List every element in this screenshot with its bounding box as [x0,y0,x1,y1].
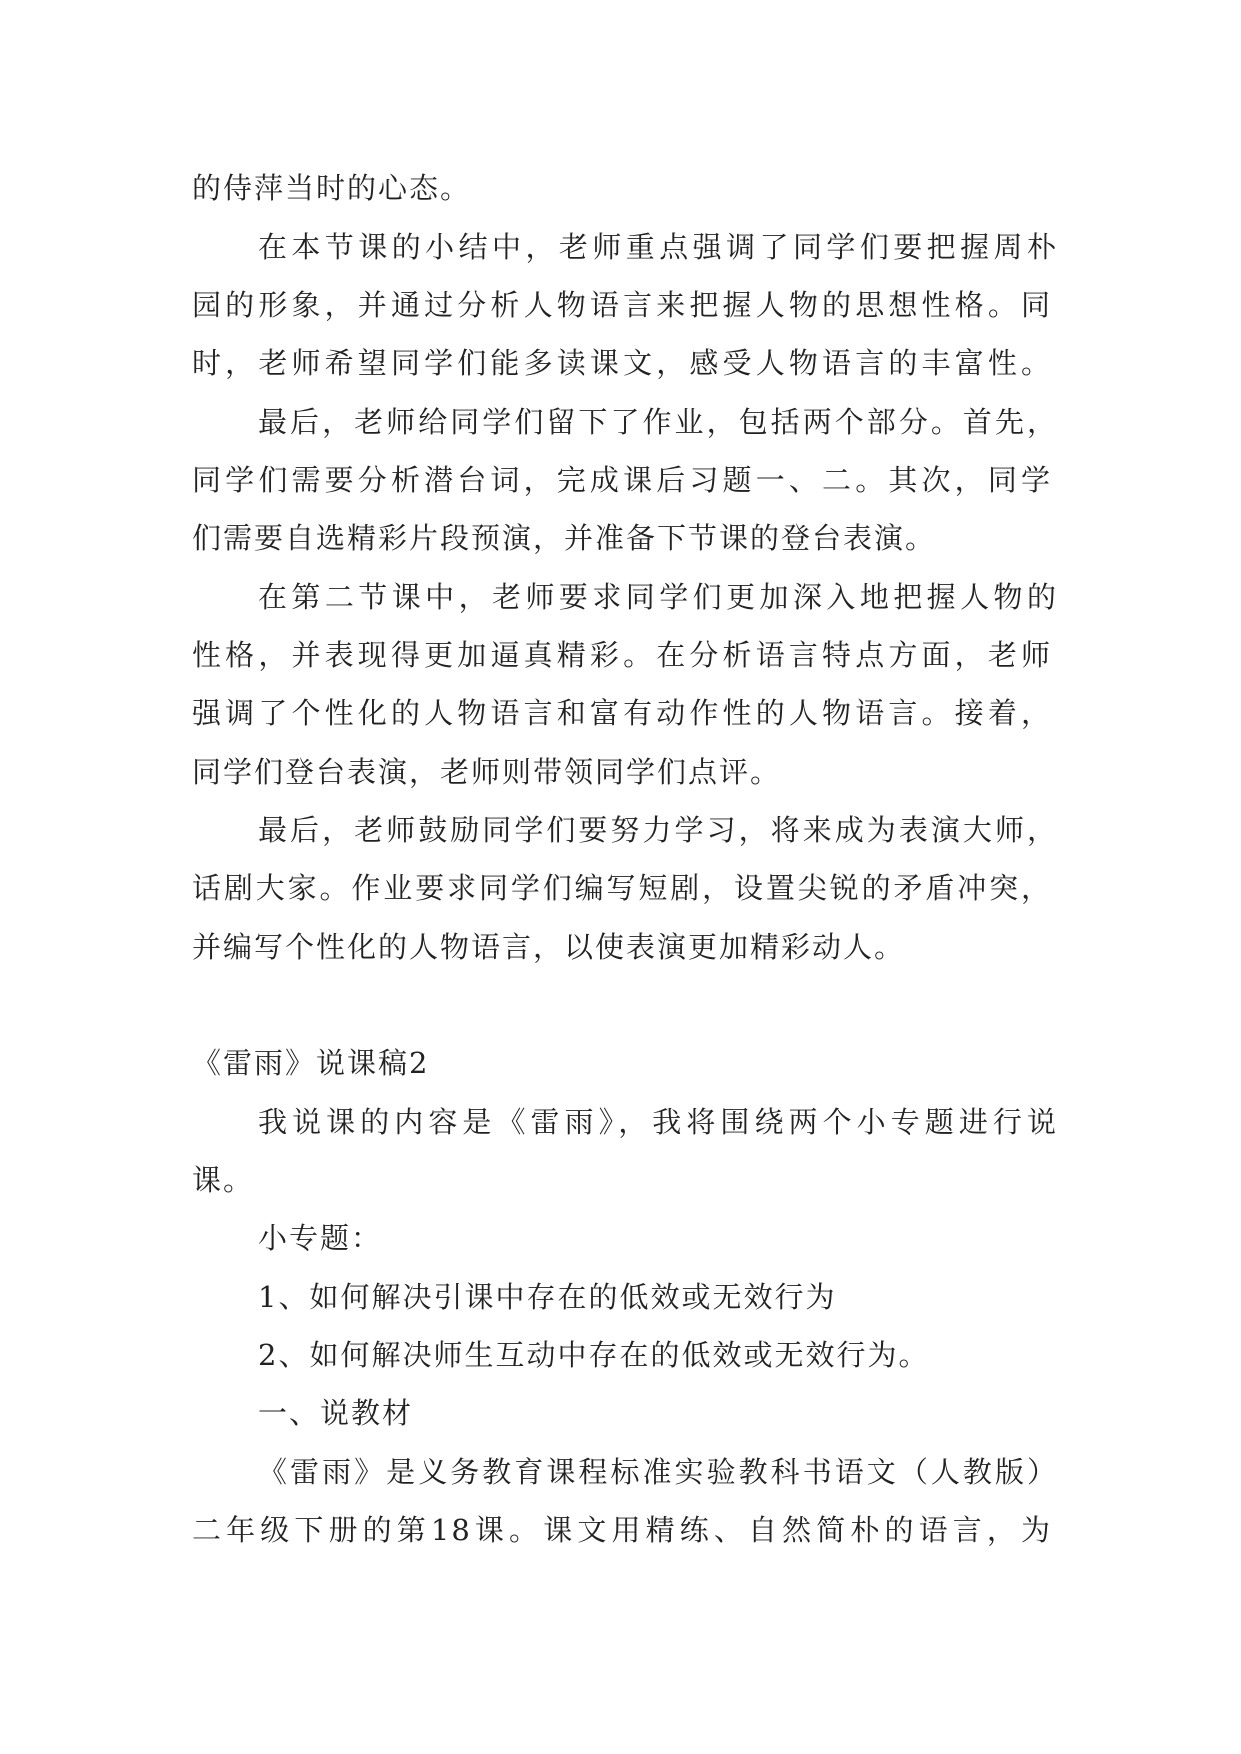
text-line: 强调了个性化的人物语言和富有动作性的人物语言。接着， [192,696,1052,730]
subheading: 一、说教材 [258,1396,414,1430]
paragraph-start-line: 在第二节课中，老师要求同学们更加深入地把握人物的 [258,580,1058,614]
text-line: 二年级下册的第18课。课文用精练、自然简朴的语言，为 [192,1513,1052,1547]
text-line: 的侍萍当时的心态。 [192,171,472,205]
section-title: 《雷雨》说课稿2 [192,1046,430,1080]
paragraph-start-line: 《雷雨》是义务教育课程标准实验教科书语文（人教版） [258,1455,1058,1489]
text-line: 园的形象，并通过分析人物语言来把握人物的思想性格。同 [192,288,1052,322]
text-line: 性格，并表现得更加逼真精彩。在分析语言特点方面，老师 [192,638,1052,672]
text-line: 们需要自选精彩片段预演，并准备下节课的登台表演。 [192,521,937,555]
paragraph-start-line: 最后，老师鼓励同学们要努力学习，将来成为表演大师， [258,813,1058,847]
text-line: 同学们需要分析潜台词，完成课后习题一、二。其次，同学 [192,463,1052,497]
text-line: 课。 [192,1163,255,1197]
paragraph-start-line: 在本节课的小结中，老师重点强调了同学们要把握周朴 [258,230,1058,264]
list-item: 2、如何解决师生互动中存在的低效或无效行为。 [258,1338,930,1372]
paragraph-start-line: 我说课的内容是《雷雨》，我将围绕两个小专题进行说 [258,1105,1058,1139]
text-line: 同学们登台表演，老师则带领同学们点评。 [192,755,782,789]
paragraph-start-line: 最后，老师给同学们留下了作业，包括两个部分。首先， [258,405,1058,439]
text-line: 时，老师希望同学们能多读课文，感受人物语言的丰富性。 [192,346,1052,380]
text-line: 并编写个性化的人物语言，以使表演更加精彩动人。 [192,930,906,964]
text-line: 话剧大家。作业要求同学们编写短剧，设置尖锐的矛盾冲突， [192,871,1052,905]
list-item: 1、如何解决引课中存在的低效或无效行为 [258,1280,837,1314]
subheading: 小专题： [258,1221,383,1255]
